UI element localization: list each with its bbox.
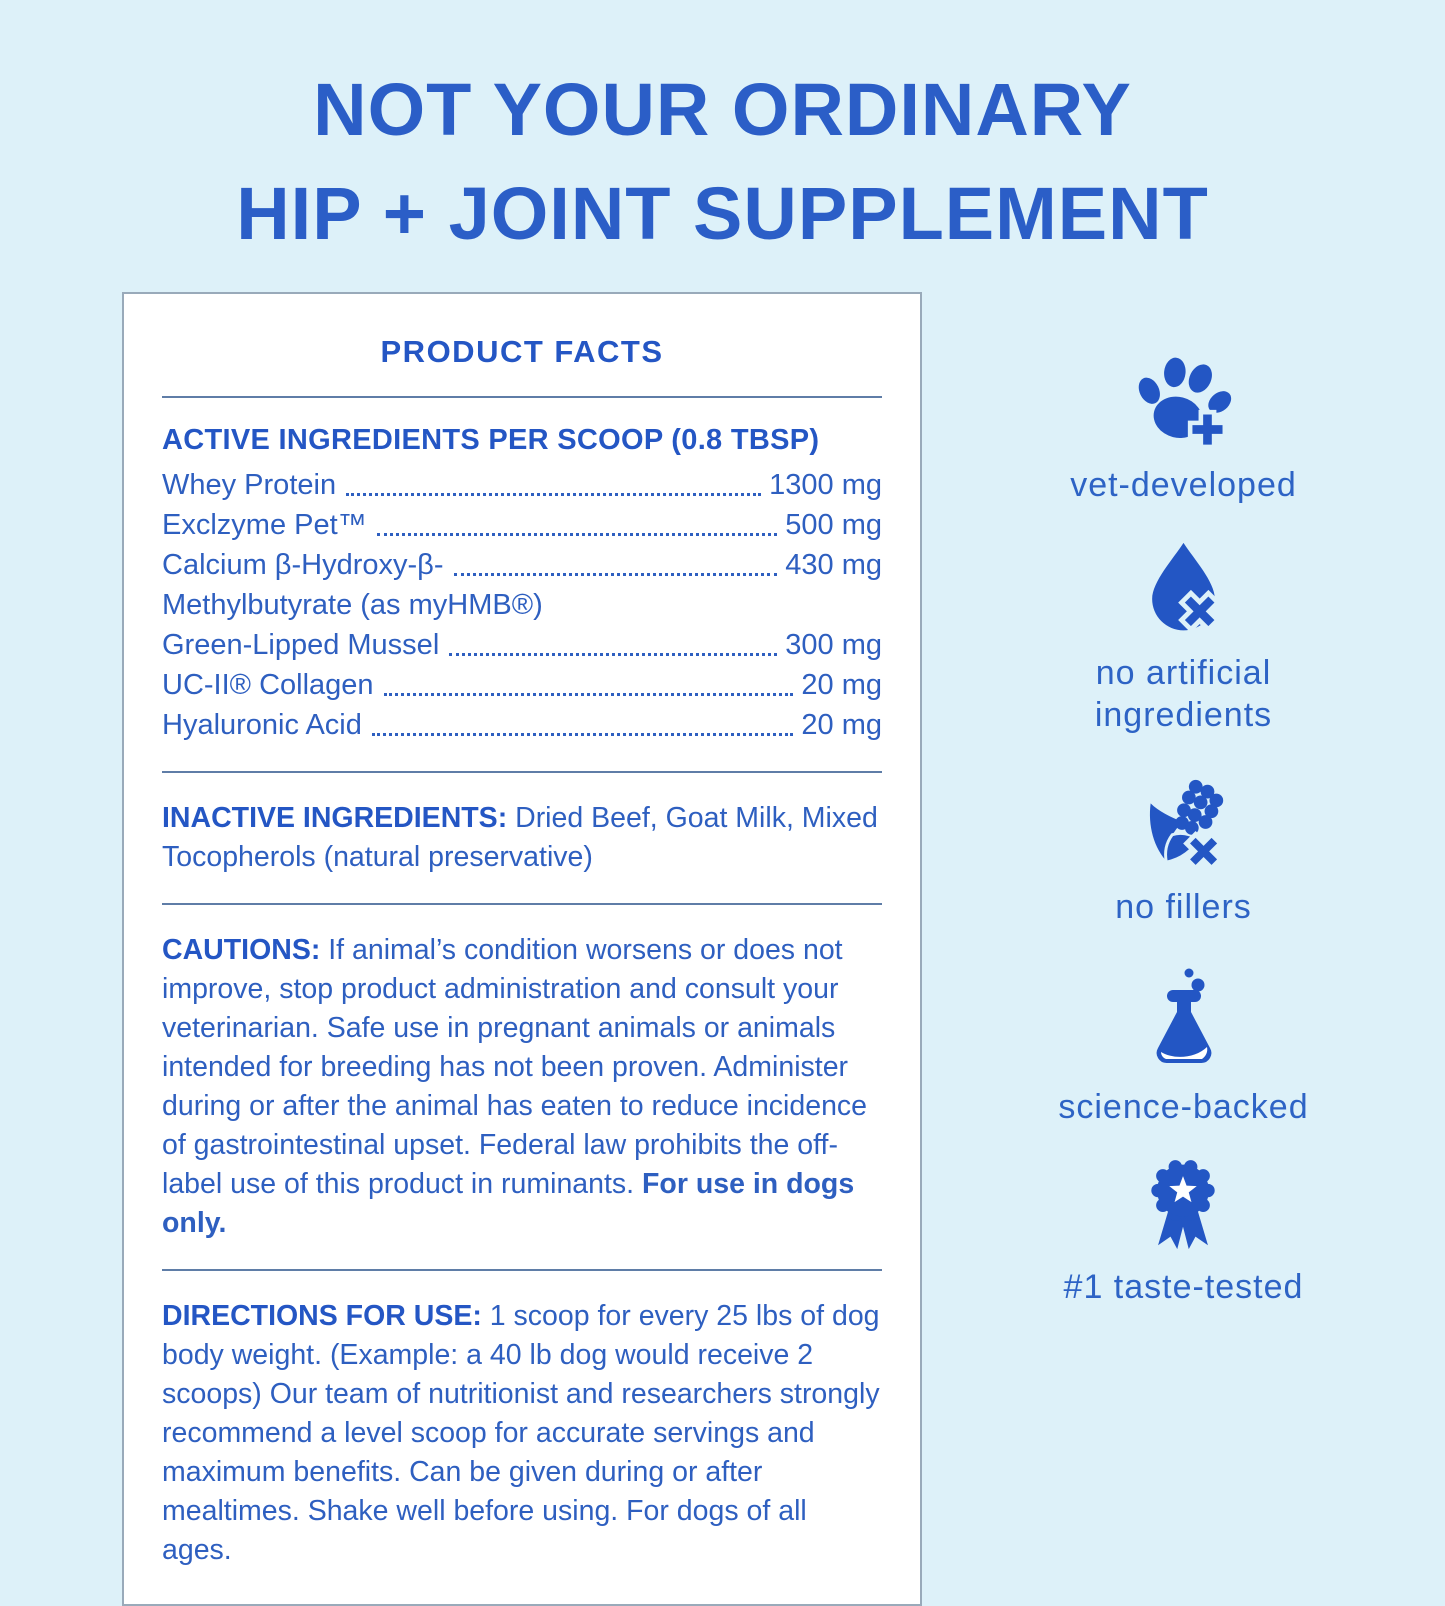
- paw-plus-icon: [1132, 356, 1234, 450]
- cautions-section: [162, 931, 882, 1243]
- divider: [162, 771, 882, 773]
- directions-text: 1 scoop for every 25 lbs of dog body weight. (Example: a 40 lb dog would receive 2 scoops) Our team of nutritionist and researchers strongly recommend a level scoop for accurate servings and maximum benefits. Can be given during or after mealtimes. Shake well before using. For dogs of all ages.: [162, 1300, 880, 1566]
- cautions-text: If animal’s condition worsens or does not improve, stop product administration and consult your veterinarian. Safe use in pregnant animals or animals intended for breeding has not been proven. Administer during or after the animal has eaten to reduce incidence of gastrointestinal upset. Federal law prohibits the off-label use of this product in ruminants.: [162, 934, 868, 1200]
- divider: [162, 903, 882, 905]
- dotted-leader: [346, 493, 761, 496]
- ingredient-value: 20 mg: [801, 669, 882, 701]
- main-content: [0, 292, 1445, 1606]
- active-ingredients-section: [162, 424, 882, 745]
- ingredient-row: [162, 545, 882, 585]
- ingredient-row: [162, 705, 882, 745]
- ingredient-row: [162, 465, 882, 505]
- corn-x-icon: [1130, 774, 1236, 872]
- inactive-ingredients-label: INACTIVE INGREDIENTS:: [162, 802, 508, 834]
- ingredient-row: [162, 665, 882, 705]
- inactive-ingredients-text: Dried Beef, Goat Milk, Mixed Tocopherols (natural preservative): [162, 802, 878, 873]
- dotted-leader: [384, 693, 794, 696]
- ingredient-name: Whey Protein: [162, 469, 337, 501]
- badge-label: no artificial ingredients: [1094, 654, 1273, 734]
- ingredient-name: UC-II® Collagen: [162, 669, 374, 701]
- water-drop-x-icon: [1136, 540, 1231, 638]
- flask-icon: [1134, 960, 1234, 1072]
- dotted-leader: [454, 573, 778, 576]
- inactive-ingredients-section: [162, 799, 882, 877]
- ingredient-value: 300 mg: [785, 629, 882, 661]
- badge-label: no fillers: [1115, 888, 1252, 926]
- ingredient-name: Green-Lipped Mussel: [162, 629, 440, 661]
- product-facts-card: [122, 292, 922, 1606]
- cautions-bold-text: For use in dogs only.: [162, 1168, 855, 1239]
- badge-no-artificial-ingredients: [1024, 540, 1344, 736]
- badge-label: vet-developed: [1070, 466, 1297, 504]
- directions-label: DIRECTIONS FOR USE:: [162, 1300, 482, 1332]
- page-title-line1: NOT YOUR ORDINARY: [313, 68, 1132, 151]
- badge-label: science-backed: [1058, 1088, 1309, 1126]
- dotted-leader: [372, 733, 794, 736]
- ingredient-name-continued: Methylbutyrate (as myHMB®): [162, 589, 543, 621]
- ingredient-name: Calcium β-Hydroxy-β-: [162, 549, 444, 581]
- dotted-leader: [377, 533, 778, 536]
- ingredient-row: [162, 625, 882, 665]
- ingredient-value: 500 mg: [785, 509, 882, 541]
- ingredient-name: Hyaluronic Acid: [162, 709, 362, 741]
- badge-vet-developed: [1070, 356, 1297, 506]
- badge-taste-tested: [1064, 1156, 1304, 1308]
- award-ribbon-icon: [1133, 1156, 1233, 1252]
- badge-label: #1 taste-tested: [1063, 1268, 1304, 1306]
- ingredient-value: 1300 mg: [769, 469, 882, 501]
- dotted-leader: [449, 653, 777, 656]
- badge-science-backed: [1058, 960, 1308, 1128]
- ingredient-row: [162, 505, 882, 545]
- product-facts-heading: PRODUCT FACTS: [380, 334, 664, 369]
- cautions-label: CAUTIONS:: [162, 934, 321, 966]
- ingredient-value: 430 mg: [785, 549, 882, 581]
- badge-no-fillers: [1115, 774, 1252, 928]
- page-title-line2: HIP + JOINT SUPPLEMENT: [236, 172, 1209, 255]
- divider: [162, 396, 882, 398]
- active-ingredients-heading: ACTIVE INGREDIENTS PER SCOOP (0.8 TBSP): [162, 424, 820, 456]
- ingredient-value: 20 mg: [801, 709, 882, 741]
- feature-badges-column: [922, 292, 1445, 1606]
- divider: [162, 1269, 882, 1271]
- ingredient-name: Exclzyme Pet™: [162, 509, 367, 541]
- directions-section: [162, 1297, 882, 1570]
- page-title: [0, 0, 1445, 266]
